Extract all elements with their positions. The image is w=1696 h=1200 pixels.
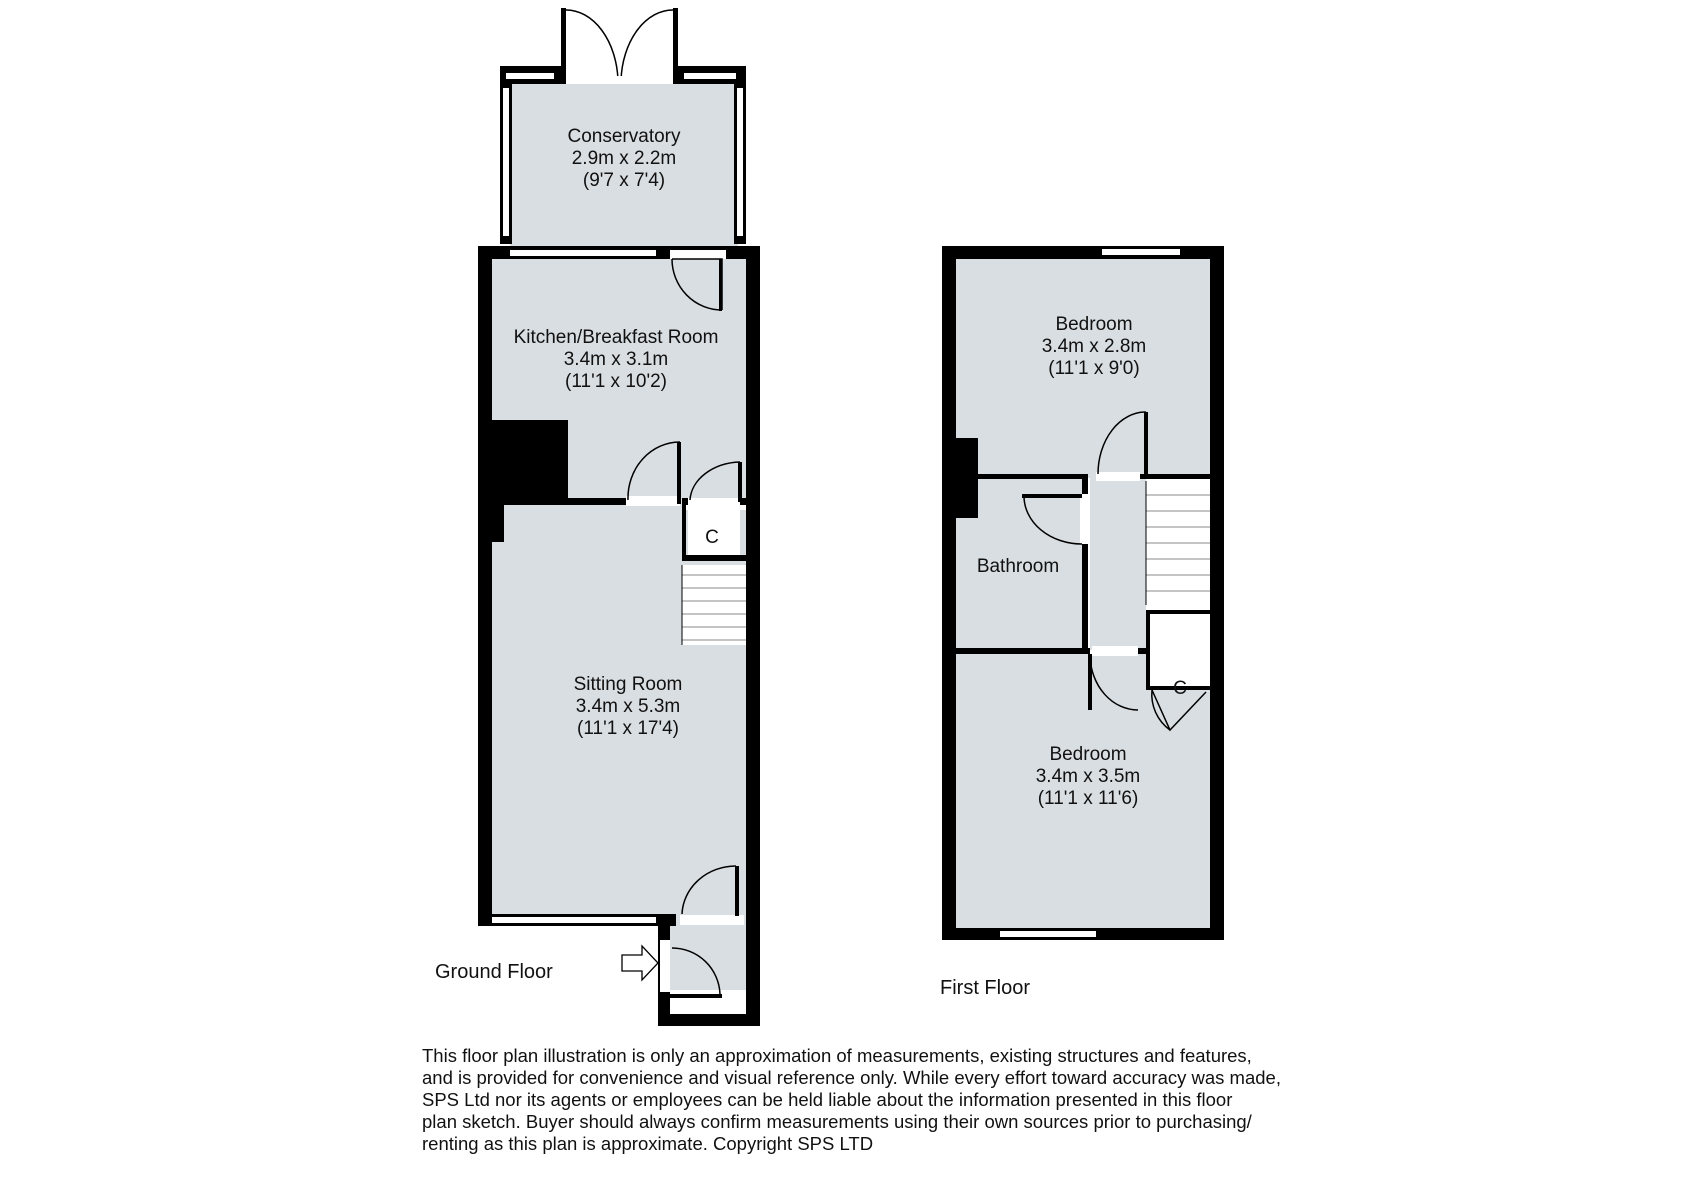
bedroom-2-imperial: (11'1 x 11'6): [1037, 788, 1139, 809]
conservatory-window-right: [737, 88, 743, 236]
bedroom-1-name: Bedroom: [1055, 314, 1133, 335]
kitchen-sitting-door-opening: [626, 496, 680, 506]
bathroom-name: Bathroom: [976, 556, 1060, 577]
landing-floor: [1090, 478, 1146, 650]
front-door-opening: [680, 915, 744, 925]
conservatory-name: Conservatory: [567, 126, 681, 147]
sitting-room-imperial: (11'1 x 17'4): [577, 718, 679, 739]
ground-floor-label: Ground Floor: [435, 961, 553, 983]
cupboard-label: C: [705, 527, 719, 548]
disclaimer-line: SPS Ltd nor its agents or employees can be held liable about the information presented in this floor: [422, 1089, 1233, 1110]
first-floor-label: First Floor: [940, 977, 1030, 999]
bedroom-1-door-opening: [1096, 472, 1140, 481]
sitting-room-name: Sitting Room: [573, 674, 683, 695]
disclaimer-line: plan sketch. Buyer should always confirm measurements using their own sources prior to purchasing/: [422, 1111, 1252, 1132]
bedroom-2-partition: [954, 648, 1090, 654]
ground-wall-right: [746, 246, 760, 1026]
bedroom-2-name: Bedroom: [1049, 744, 1127, 765]
disclaimer-line: renting as this plan is approximate. Copyright SPS LTD: [422, 1133, 874, 1154]
kitchen-imperial: (11'1 x 10'2): [565, 371, 667, 392]
entrance-arrow-icon: [622, 946, 658, 980]
bathroom-door-opening: [1080, 494, 1090, 544]
first-wall-left: [942, 246, 956, 940]
stairs-first: [1146, 481, 1210, 605]
kitchen-window-top: [510, 250, 656, 256]
sitting-room-metric: 3.4m x 5.3m: [575, 696, 681, 717]
porch-wall-bottom: [658, 1014, 760, 1026]
first-cupboard-label: C: [1173, 678, 1187, 699]
conservatory-imperial: (9'7 x 7'4): [582, 170, 666, 191]
stairs-ground: [682, 565, 746, 645]
kitchen-sitting-partition-left: [490, 498, 626, 505]
porch-floor: [668, 914, 746, 990]
conservatory-door-opening: [670, 250, 726, 259]
disclaimer-line: This floor plan illustration is only an approximation of measurements, existing structures and features,: [422, 1045, 1252, 1066]
disclaimer-line: and is provided for convenience and visual reference only. While every effort toward accuracy was made,: [422, 1067, 1281, 1088]
chimney-breast-sitting: [490, 504, 504, 542]
conservatory-window-top-right: [684, 73, 736, 79]
conservatory-window-top-left: [506, 73, 554, 79]
chimney-breast-kitchen: [490, 420, 568, 504]
bedroom-1-window: [1102, 249, 1180, 255]
kitchen-metric: 3.4m x 3.1m: [563, 349, 669, 370]
conservatory-metric: 2.9m x 2.2m: [571, 148, 677, 169]
bedroom-2-window: [1000, 931, 1096, 937]
ground-wall-left: [478, 246, 492, 926]
disclaimer: [422, 1045, 1442, 1155]
ground-floor-plan: [435, 8, 760, 1026]
bedroom-1-metric: 3.4m x 2.8m: [1041, 336, 1147, 357]
bedroom-2-metric: 3.4m x 3.5m: [1035, 766, 1141, 787]
first-floor-plan: [940, 246, 1224, 999]
bedroom-1-partition: [954, 474, 1086, 479]
conservatory-window-left: [503, 88, 509, 236]
first-wall-right: [1210, 246, 1224, 940]
french-doors: [561, 8, 678, 84]
sitting-room-window: [492, 917, 656, 923]
bedroom-1-imperial: (11'1 x 9'0): [1048, 358, 1140, 379]
kitchen-name: Kitchen/Breakfast Room: [513, 327, 719, 348]
porch-door-opening: [660, 940, 670, 992]
bedroom-2-door-opening: [1092, 646, 1138, 656]
